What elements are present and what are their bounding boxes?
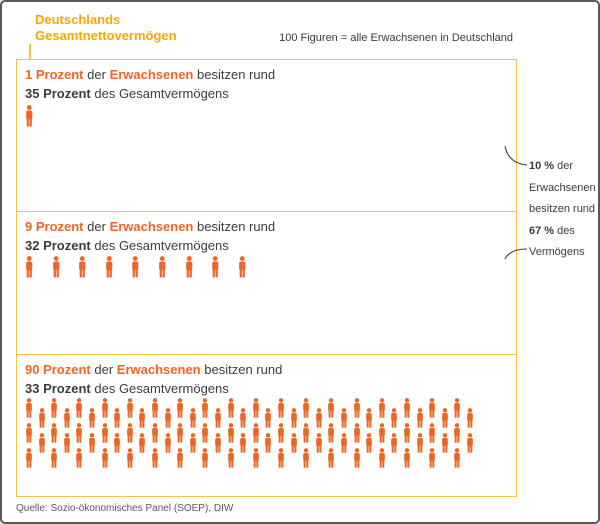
person-icon — [327, 448, 335, 471]
person-icon — [201, 398, 209, 421]
person-icon — [201, 423, 209, 446]
person-icon — [25, 105, 34, 130]
person-icon — [378, 398, 386, 421]
person-icon — [151, 398, 159, 421]
person-icon — [378, 423, 386, 446]
person-icon — [113, 433, 121, 456]
person-icon — [38, 408, 46, 431]
person-icon — [466, 408, 474, 431]
person-icon — [105, 256, 114, 281]
person-icon — [75, 448, 83, 471]
chart-title-line1: Deutschlands — [35, 12, 121, 27]
section-2-label — [25, 217, 275, 255]
person-icon — [88, 433, 96, 456]
person-icon — [113, 408, 121, 431]
person-icon — [189, 433, 197, 456]
person-icon — [164, 408, 172, 431]
person-icon — [466, 433, 474, 456]
person-icon — [151, 448, 159, 471]
section-3-line1: 90 Prozent der Erwachsenen besitzen rund — [25, 362, 283, 377]
person-icon — [365, 408, 373, 431]
pictogram-group-1 — [25, 105, 45, 131]
person-icon — [453, 423, 461, 446]
person-icon — [164, 433, 172, 456]
person-icon — [101, 423, 109, 446]
person-icon — [75, 398, 83, 421]
section-3-line2: 33 Prozent des Gesamtvermögens — [25, 381, 229, 396]
person-icon — [50, 398, 58, 421]
person-icon — [25, 448, 33, 471]
person-icon — [227, 398, 235, 421]
person-icon — [252, 448, 260, 471]
person-icon — [302, 448, 310, 471]
person-icon — [353, 398, 361, 421]
person-icon — [428, 423, 436, 446]
person-icon — [126, 423, 134, 446]
person-icon — [252, 398, 260, 421]
person-icon — [453, 448, 461, 471]
person-icon — [63, 433, 71, 456]
person-icon — [252, 423, 260, 446]
person-icon — [239, 433, 247, 456]
person-icon — [378, 448, 386, 471]
person-icon — [403, 423, 411, 446]
person-icon — [340, 408, 348, 431]
person-icon — [131, 256, 140, 281]
person-icon — [315, 433, 323, 456]
section-1-label — [25, 65, 275, 103]
person-icon — [214, 433, 222, 456]
person-icon — [126, 448, 134, 471]
person-icon — [78, 256, 87, 281]
pictogram-group-3 — [25, 398, 485, 478]
person-icon — [441, 408, 449, 431]
section-divider-1 — [17, 211, 516, 212]
person-icon — [441, 433, 449, 456]
person-icon — [264, 408, 272, 431]
pictogram-group-2 — [25, 256, 265, 282]
section-2-line1: 9 Prozent der Erwachsenen besitzen rund — [25, 219, 276, 234]
person-icon — [453, 398, 461, 421]
person-icon — [239, 408, 247, 431]
person-icon — [428, 448, 436, 471]
person-icon — [277, 398, 285, 421]
person-icon — [88, 408, 96, 431]
chart-title — [35, 12, 177, 44]
section-1-line1: 1 Prozent der Erwachsenen besitzen rund — [25, 67, 276, 82]
person-icon — [75, 423, 83, 446]
person-icon — [365, 433, 373, 456]
section-1-line2: 35 Prozent des Gesamtvermögens — [25, 86, 229, 101]
person-icon — [227, 448, 235, 471]
person-icon — [390, 433, 398, 456]
person-icon — [214, 408, 222, 431]
person-icon — [390, 408, 398, 431]
person-icon — [138, 433, 146, 456]
person-icon — [340, 433, 348, 456]
person-icon — [176, 423, 184, 446]
person-icon — [302, 423, 310, 446]
person-icon — [126, 398, 134, 421]
chart-title-line2: Gesamtnettovermögen — [35, 28, 177, 43]
person-icon — [264, 433, 272, 456]
section-3-label — [25, 360, 282, 398]
person-icon — [302, 398, 310, 421]
person-icon — [327, 398, 335, 421]
side-annotation: 10 % der Erwachsenen besitzen rund 67 % des Vermögens — [529, 160, 596, 258]
person-icon — [290, 433, 298, 456]
person-icon — [25, 423, 33, 446]
source-note: Quelle: Sozio-ökonomisches Panel (SOEP), DIW — [16, 503, 234, 514]
person-icon — [25, 398, 33, 421]
section-divider-2 — [17, 354, 516, 355]
person-icon — [50, 423, 58, 446]
person-icon — [151, 423, 159, 446]
person-icon — [101, 398, 109, 421]
person-icon — [211, 256, 220, 281]
person-icon — [50, 448, 58, 471]
person-icon — [327, 423, 335, 446]
chart-area-box — [16, 59, 517, 497]
person-icon — [277, 448, 285, 471]
person-icon — [176, 398, 184, 421]
person-icon — [158, 256, 167, 281]
person-icon — [416, 433, 424, 456]
person-icon — [25, 256, 34, 281]
person-icon — [227, 423, 235, 446]
person-icon — [353, 423, 361, 446]
section-2-line2: 32 Prozent des Gesamtvermögens — [25, 238, 229, 253]
person-icon — [52, 256, 61, 281]
person-icon — [185, 256, 194, 281]
person-icon — [138, 408, 146, 431]
person-icon — [176, 448, 184, 471]
person-icon — [101, 448, 109, 471]
person-icon — [416, 408, 424, 431]
person-icon — [290, 408, 298, 431]
person-icon — [201, 448, 209, 471]
person-icon — [38, 433, 46, 456]
person-icon — [403, 448, 411, 471]
person-icon — [238, 256, 247, 281]
person-icon — [353, 448, 361, 471]
legend-note: 100 Figuren = alle Erwachsenen in Deutschland — [279, 32, 513, 44]
person-icon — [428, 398, 436, 421]
person-icon — [63, 408, 71, 431]
person-icon — [403, 398, 411, 421]
person-icon — [277, 423, 285, 446]
person-icon — [315, 408, 323, 431]
person-icon — [189, 408, 197, 431]
